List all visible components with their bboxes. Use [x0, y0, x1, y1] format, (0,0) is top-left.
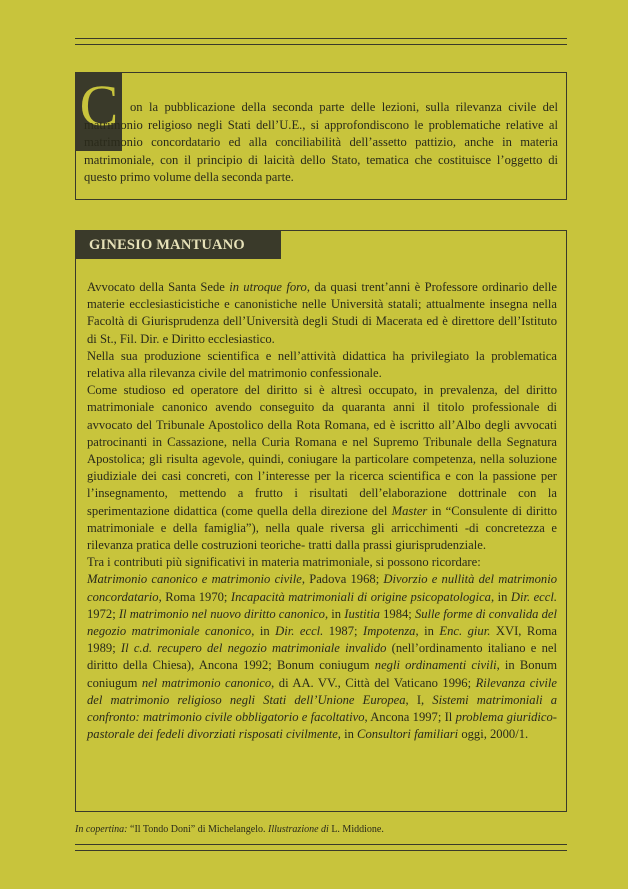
bibliography-segment: , di AA. VV., Città del Vaticano 1996;: [271, 675, 476, 690]
credit-label: In copertina:: [75, 824, 128, 835]
bibliography-segment: , in: [251, 624, 276, 639]
credit-illustration-label: Illustrazione di: [267, 824, 329, 835]
bibliography-segment: Il matrimonio nel nuovo diritto canonico: [118, 606, 325, 621]
bibliography-segment: Rilevanza civile del matrimonio religioso negli Stati dell’Unione Europea: [87, 675, 557, 707]
bibliography-segment: Consultori familiari: [357, 727, 459, 742]
cover-credit: [75, 824, 384, 835]
top-double-rule: [75, 38, 567, 45]
author-name-heading: GINESIO MANTUANO: [76, 231, 281, 259]
bibliography-segment: nel matrimonio canonico: [141, 675, 272, 690]
bibliography-segment: 1972;: [87, 606, 119, 621]
bio-p1-text-a: Avvocato della Santa Sede: [87, 280, 230, 294]
bio-p1-text-c: , da quasi trent’anni è Professore ordinario delle materie ecclesiasticistiche e canonistiche nelle Università statali; attualmente insegna nella Facoltà di Giurisprudenza dell’Università degli Studi di Macerata ed è direttore dell’Istituto di St., Fil. Dir. e Diritto ecclesiastico.: [87, 280, 557, 346]
intro-box: [75, 72, 567, 200]
bibliography-segment: , in Bonum coniugum: [87, 658, 557, 690]
credit-work: “Il Tondo Doni” di Michelangelo.: [127, 824, 268, 835]
author-bio-box: [75, 230, 567, 812]
bibliography-segment: Dir. eccl.: [510, 589, 557, 604]
bio-p3-text-c: in “Consulente di diritto matrimoniale e della famiglia”), nella quale riversa gli arricchimenti -di concretezza e rilevanza pratica delle costruzioni teoriche- tratti dalla prassi giurisprudenziale.: [87, 503, 557, 553]
bio-paragraph-1: [87, 279, 557, 348]
bio-p1-italic: in utroque foro: [229, 280, 307, 294]
bibliography-segment: oggi, 2000/1.: [458, 727, 529, 742]
bibliography-segment: Sistemi matrimoniali a confronto: matrimonio civile obbligatorio e facoltativo: [87, 692, 557, 725]
bibliography-segment: 1987;: [323, 624, 363, 639]
bio-p3-text-a: Come studioso ed operatore del diritto si è altresì occupato, in prevalenza, del diritto matrimoniale canonico avendo conseguito da quaranta anni il titolo professionale di avvocato del Tribunale Apostolico della Rota Romana, ed è iscritto all’Albo degli avvocati patrocinanti in Cassazione, nella Curia Romana e nel Supremo Tribunale della Segnatura Apostolica; gli risulta agevole, quindi, coniugare la particolare competenza, nella soluzione giudiziale dei casi concreti, con l’interesse per la ricerca scientifica e con la passione per l’insegnamento, mettendo a frutto i risultati dell’elaborazione dottrinale con la sperimentazione didattica (come quella della direzione del: [87, 383, 557, 518]
bibliography-segment: , in: [415, 624, 440, 639]
bio-paragraph-2: Nella sua produzione scientifica e nell’attività didattica ha privilegiato la problematica relativa alla rilevanza civile del matrimonio confessionale.: [87, 348, 557, 381]
bibliography-segment: Iustitia: [344, 606, 380, 621]
bibliography-segment: Enc. giur.: [439, 624, 491, 639]
bibliography-list: [87, 571, 557, 743]
bio-p3-italic: Master: [391, 503, 428, 518]
bottom-double-rule: [75, 844, 567, 851]
bibliography-segment: Dir. eccl.: [275, 624, 324, 639]
bio-paragraph-4: Tra i contributi più significativi in materia matrimoniale, si possono ricordare:: [87, 555, 481, 570]
bibliography-segment: , Roma 1970;: [158, 589, 231, 604]
bibliography-segment: , in: [490, 589, 511, 604]
bibliography-segment: , I,: [405, 692, 433, 707]
intro-text: on la pubblicazione della seconda parte delle lezioni, sulla rilevanza civile del matrimonio religioso negli Stati dell’U.E., si approfondiscono le problematiche relative al matrimonio concordatario ed alla conciliabilità dell’assetto pattizio, anche in materia matrimoniale, con il principio di laicità dello Stato, tematica che costituisce l’oggetto di questo primo volume della seconda parte.: [84, 100, 558, 184]
bibliography-segment: negli ordinamenti civili: [374, 658, 497, 673]
author-bio-text: [87, 279, 557, 743]
bibliography-segment: Divorzio e nullità del matrimonio concordatario: [87, 572, 558, 604]
bibliography-segment: Sulle forme di convalida del negozio matrimoniale canonico: [87, 606, 558, 639]
bibliography-segment: , Padova 1968;: [301, 572, 384, 587]
bibliography-segment: Matrimonio canonico e matrimonio civile: [87, 572, 302, 587]
bibliography-segment: (nell’ordinamento italiano e nel diritto della Chiesa), Ancona 1992; Bonum coniugum: [87, 641, 557, 673]
credit-illustration-name: L. Middione.: [328, 824, 384, 835]
bibliography-segment: , in: [324, 606, 345, 621]
bibliography-segment: , Ancona 1997; Il: [364, 710, 456, 725]
bio-paragraph-3: [87, 382, 557, 554]
drop-cap: C: [76, 73, 122, 151]
bibliography-segment: Impotenza: [363, 624, 416, 639]
bibliography-segment: , in: [337, 727, 358, 742]
bibliography-segment: Incapacità matrimoniali di origine psicopatologica: [230, 589, 491, 604]
bibliography-segment: problema giuridico-pastorale dei fedeli divorziati risposati civilmente: [87, 710, 557, 742]
bibliography-segment: Il c.d. recupero del negozio matrimoniale invalido: [120, 641, 387, 656]
bibliography-segment: XVI, Roma 1989;: [87, 624, 557, 656]
bibliography-segment: 1984;: [379, 606, 415, 621]
